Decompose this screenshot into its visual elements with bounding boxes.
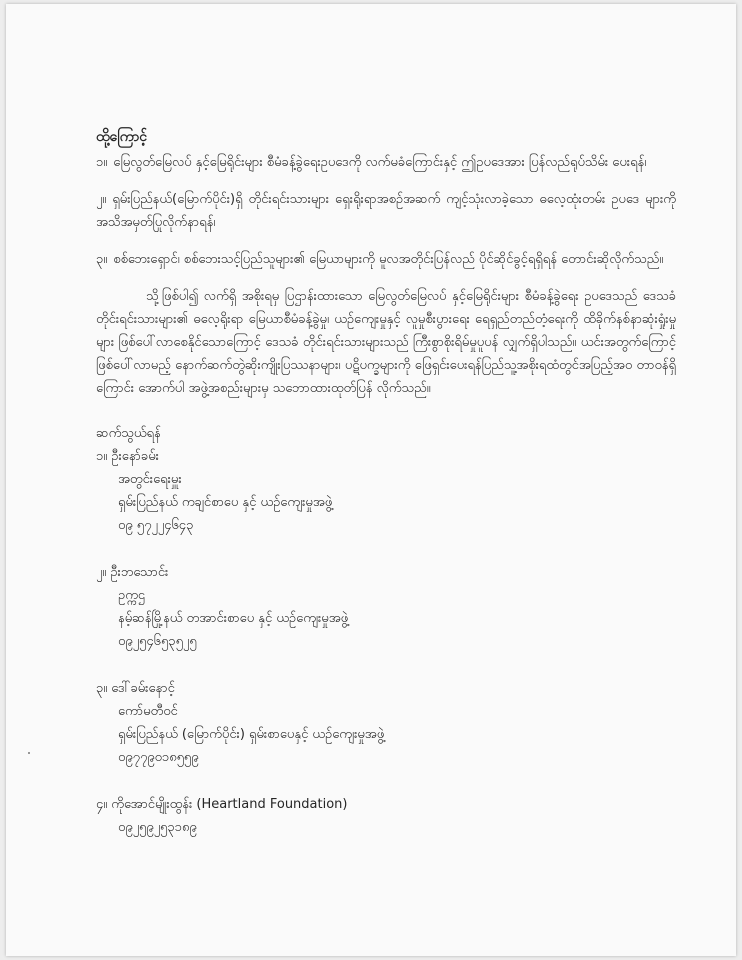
contact-role: ဥက္ကဌ — [118, 588, 146, 603]
contact-number: ၃။ — [96, 681, 108, 696]
contact-phone: ၀၉၇၇၉၀၁၈၅၅၉ — [118, 750, 199, 765]
contact-name: ဒေါ်ခမ်းနောင့် — [111, 681, 175, 696]
statement-paragraph: သို့ဖြစ်ပါ၍ လက်ရှိ အစိုးရမှ ပြဌာန်းထားသော မြေလွတ်မြေလပ် နှင့်မြေရိုင်းများ စီမံခန့်ခွဲရေး ဥပဒေသည် ဒေသခံတိုင်းရင်းသားများ၏ ဓလေ့ရိုးရာ မြေယာစီမံခန့်ခွဲမှု၊ ယဉ်ကျေးမှုနှင့် လူမှုစီးပွားရေး ရေရှည်တည်တံ့ရေးကို ထိခိုက်နစ်နာဆုံးရှုံးမှုများ ဖြစ်ပေါ်လာစေနိုင်သောကြောင့် ဒေသခံ တိုင်းရင်းသားများသည် ကြီးစွာစိုးရိမ်မှုပူပန် လျှက်ရှိပါသည်။ ယင်းအတွက်ကြောင့် ဖြစ်ပေါ်လာမည့် နောက်ဆက်တွဲဆိုးကျိုးပြဿနာများ၊ ပဋိပက္ခများကို ဖြေရှင်းပေးရန်ပြည်သူ့အစိုးရထံတွင်အပြည့်အဝ တာဝန်ရှိကြောင်း အောက်ပါ အဖွဲ့အစည်းများမှ သဘောထားထုတ်ပြန် လိုက်သည်။ — [96, 289, 676, 396]
contact-phone: ၀၉ ၅၇၂၂၄၆၄၃ — [118, 518, 194, 533]
demand-number: ၁။ — [96, 155, 108, 170]
contact-number: ၂။ — [96, 565, 107, 580]
demand-item-3 — [96, 248, 676, 271]
demand-text: စစ်ဘေးရှောင်၊ စစ်ဘေးသင့်ပြည်သူများ၏ မြေယာများကို မူလအတိုင်းပြန်လည် ပိုင်ဆိုင်ခွင့်ရရှိရန် တောင်းဆိုလိုက်သည်။ — [113, 252, 664, 267]
contact-entry-1 — [96, 445, 676, 537]
contact-role: ကော်မတီဝင် — [118, 704, 178, 719]
demand-text: မြေလွတ်မြေလပ် နှင့်မြေရိုင်းများ စီမံခန့်ခွဲရေးဥပဒေကို လက်မခံကြောင်းနှင့် ဤဥပဒေအား ပြန်လည်ရုပ်သိမ်း ပေးရန်၊ — [113, 155, 647, 170]
contact-phone: ၀၉၂၅၉၂၅၃၁၈၉ — [118, 820, 197, 835]
contact-name: ဦးနော်ခမ်း — [111, 449, 159, 464]
document-body — [96, 126, 676, 863]
contact-entry-4 — [96, 793, 676, 839]
demand-number: ၂။ — [96, 192, 107, 207]
demand-text: ရှမ်းပြည်နယ်(မြောက်ပိုင်း)ရှိ တိုင်းရင်းသားများ ရှေးရိုးရာအစဉ်အဆက် ကျင့်သုံးလာခဲ့သော ဓလေ့ထုံးတမ်း ဥပဒေ များကိုအသိအမှတ်ပြုလိုက်နာရန်၊ — [96, 192, 676, 230]
contact-organization: ရှမ်းပြည်နယ် ကချင်စာပေ နှင့် ယဉ်ကျေးမှုအဖွဲ့ — [118, 495, 333, 510]
document-page — [6, 4, 736, 956]
demand-item-2 — [96, 188, 676, 234]
contact-heading: ဆက်သွယ်ရန် — [96, 426, 161, 441]
contact-phone: ၀၉၂၅၄၆၅၃၅၂၅ — [118, 634, 197, 649]
document-heading: ထို့ကြောင့် — [96, 129, 147, 145]
contact-number: ၄။ — [96, 797, 108, 812]
contact-name: ဦးဘသောင်း — [110, 565, 169, 580]
demand-number: ၃။ — [96, 252, 108, 267]
contact-name: ကိုအောင်မျိုးထွန်း (Heartland Foundation) — [111, 797, 348, 812]
contact-entry-2 — [96, 561, 676, 653]
contact-number: ၁။ — [96, 449, 108, 464]
demand-item-1 — [96, 151, 676, 174]
scan-speck — [28, 752, 30, 754]
contact-entry-3 — [96, 677, 676, 769]
contact-role: အတွင်းရေးမှူး — [118, 472, 182, 487]
contact-organization: ရှမ်းပြည်နယ် (မြောက်ပိုင်း) ရှမ်းစာပေနှင့် ယဉ်ကျေးမှုအဖွဲ့ — [118, 727, 385, 742]
contact-organization: နမ့်ဆန်မြို့နယ် တအာင်းစာပေ နှင့် ယဉ်ကျေးမှုအဖွဲ့ — [118, 611, 349, 626]
